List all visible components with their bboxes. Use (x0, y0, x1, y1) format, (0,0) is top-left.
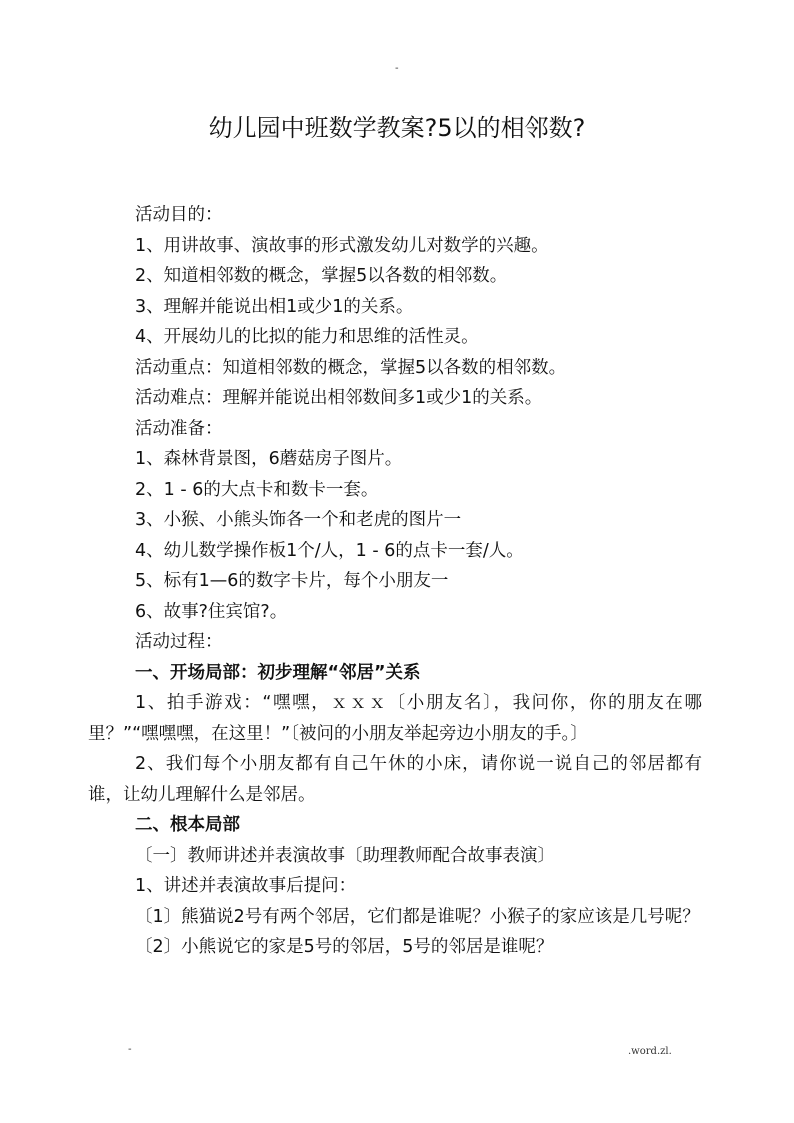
section-2-subheading: 〔一〕教师讲述并表演故事〔助理教师配合故事表演〕 (135, 845, 555, 866)
document-body (88, 200, 702, 963)
process-heading: 活动过程： (135, 632, 223, 652)
prep-item-2: 2、1 - 6的大点卡和数卡一套。 (135, 479, 379, 500)
prep-item-4: 4、幼儿数学操作板1个/人，1 - 6的点卡一套/人。 (135, 540, 524, 561)
goal-item-2: 2、知道相邻数的概念，掌握5以各数的相邻数。 (135, 266, 508, 286)
prep-item-6: 6、故事?住宾馆?。 (135, 601, 288, 622)
section-heading-1: 一、开场局部：初步理解“邻居”关系 (135, 662, 421, 683)
goal-heading: 活动目的： (135, 205, 223, 225)
prep-heading: 活动准备： (135, 418, 223, 439)
goal-item-3: 3、理解并能说出相1或少1的关系。 (135, 296, 414, 317)
header-mark: - (395, 63, 399, 74)
goal-item-1: 1、用讲故事、演故事的形式激发幼儿对数学的兴趣。 (135, 235, 549, 256)
key-point: 活动重点：知道相邻数的概念，掌握5以各数的相邻数。 (135, 357, 567, 378)
section-2-item-1: 1、讲述并表演故事后提问： (135, 876, 357, 896)
section-2-question-2: 〔2〕小熊说它的家是5号的邻居，5号的邻居是谁呢？ (135, 937, 554, 957)
difficulty: 活动难点：理解并能说出相邻数间多1或少1的关系。 (135, 388, 543, 408)
prep-item-5: 5、标有1—6的数字卡片，每个小朋友一 (135, 571, 449, 591)
goal-item-4: 4、开展幼儿的比拟的能力和思维的活性灵。 (135, 327, 479, 347)
section-2-question-1: 〔1〕熊猫说2号有两个邻居，它们都是谁呢？小猴子的家应该是几号呢？ (135, 906, 700, 927)
section-1-paragraph-2: 2、我们每个小朋友都有自己午休的小床，请你说一说自己的邻居都有谁，让幼儿理解什么是邻居。 (88, 754, 702, 805)
prep-item-3: 3、小猴、小熊头饰各一个和老虎的图片一 (135, 510, 462, 530)
prep-item-1: 1、森林背景图，6蘑菇房子图片。 (135, 449, 403, 469)
footer-mark: - (128, 1044, 132, 1055)
section-1-paragraph-1: 1、拍手游戏：“嘿嘿，ｘｘｘ〔小朋友名〕，我问你，你的朋友在哪里？”“嘿嘿嘿，在这里！”〔被问的小朋友举起旁边小朋友的手。〕 (88, 693, 702, 744)
document-title: 幼儿园中班数学教案?5以的相邻数? (208, 114, 586, 142)
footer-watermark: .word.zl. (628, 1046, 672, 1057)
section-heading-2: 二、根本局部 (135, 815, 240, 835)
